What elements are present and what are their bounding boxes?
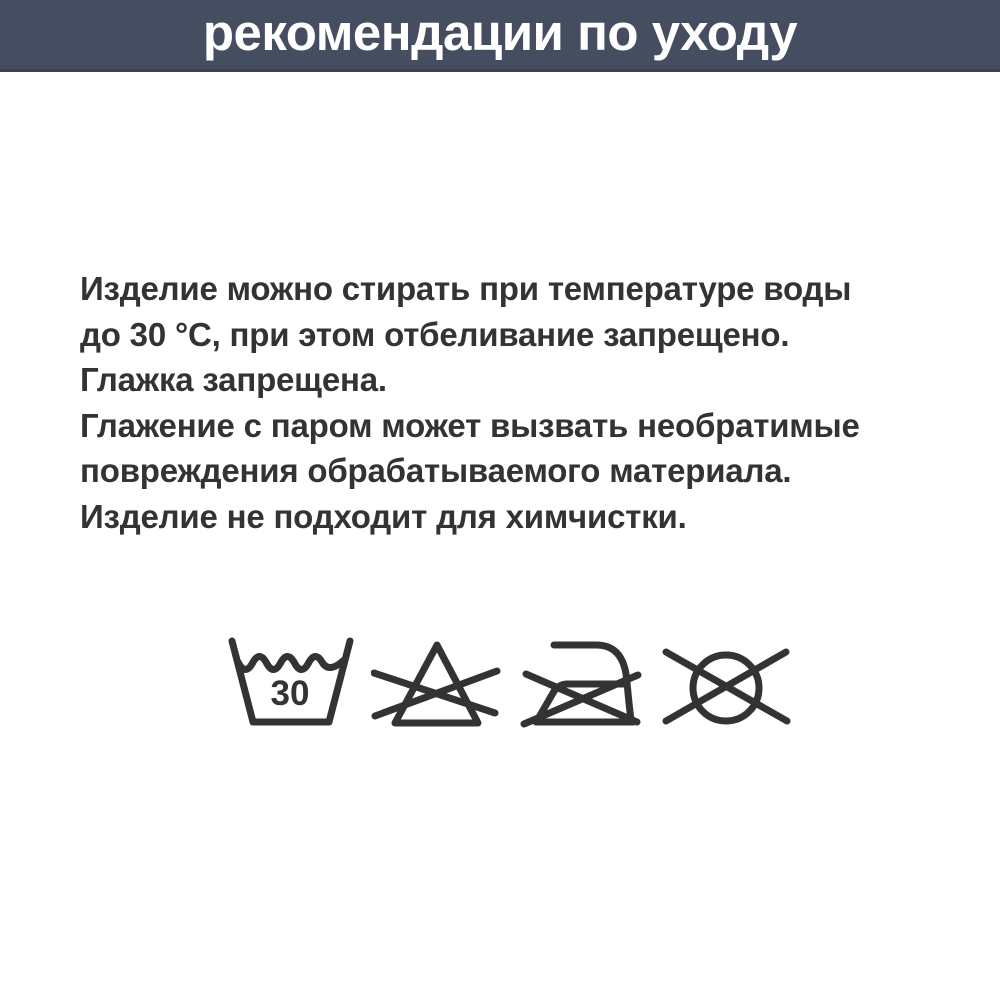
care-text-line: до 30 °С, при этом отбеливание запрещено. bbox=[80, 315, 790, 353]
care-text-line: повреждения обрабатываемого материала. bbox=[80, 452, 792, 489]
do-not-dry-clean-icon bbox=[661, 622, 791, 742]
wash-tub-30-icon bbox=[226, 622, 356, 742]
care-text-line: Глажка запрещена. bbox=[80, 361, 387, 398]
care-symbols-row bbox=[226, 622, 791, 742]
care-text-line: Изделие не подходит для химчистки. bbox=[80, 497, 687, 535]
care-text-line: Изделие можно стирать при температуре воды bbox=[80, 270, 852, 307]
do-not-bleach-icon bbox=[371, 622, 501, 742]
care-text-line: Глажение с паром может вызвать необратимые bbox=[80, 406, 860, 444]
do-not-iron-icon bbox=[516, 622, 646, 742]
wash-temperature-label: 30 bbox=[270, 674, 310, 713]
care-instructions-text bbox=[80, 266, 860, 539]
header-bar bbox=[0, 0, 1000, 72]
page-title: рекомендации по уходу bbox=[202, 4, 798, 61]
